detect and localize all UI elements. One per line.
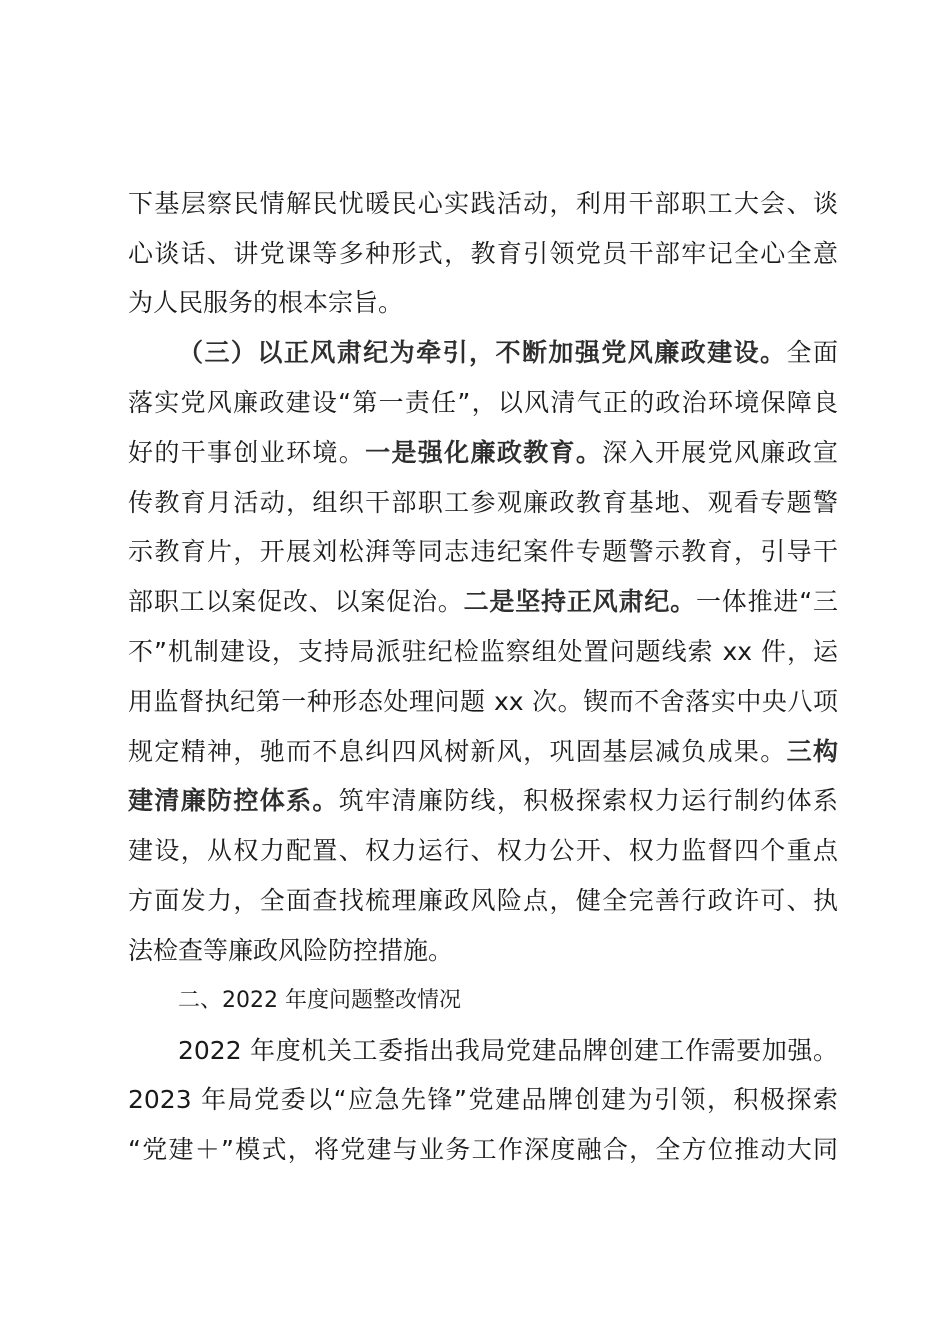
paragraph-line: 2022 年度机关工委指出我局党建品牌创建工作需要加强。: [178, 1036, 838, 1065]
section-heading: 二、2022 年度问题整改情况: [178, 988, 461, 1013]
bold-subheading: 三构: [786, 737, 838, 766]
paragraph-line: 传教育月活动，组织干部职工参观廉政教育基地、观看专题警: [128, 488, 838, 517]
section-heading-line: （三）以正风肃纪为牵引，不断加强党风廉政建设。全面: [178, 338, 838, 367]
paragraph-line: 建设，从权力配置、权力运行、权力公开、权力监督四个重点: [128, 836, 838, 865]
paragraph-line: 示教育片，开展刘松湃等同志违纪案件专题警示教育，引导干: [128, 537, 838, 566]
paragraph-line: 心谈话、讲党课等多种形式，教育引领党员干部牢记全心全意: [128, 239, 838, 268]
bold-subheading: 二是坚持正风肃纪。: [463, 587, 696, 616]
paragraph-line: 2023 年局党委以“应急先锋”党建品牌创建为引领，积极探索: [128, 1085, 838, 1114]
paragraph-line: 下基层察民情解民忧暖民心实践活动，利用干部职工大会、谈: [128, 189, 838, 218]
paragraph-line: 法检查等廉政风险防控措施。: [128, 936, 454, 965]
paragraph-line: “党建＋”模式，将党建与业务工作深度融合，全方位推动大同: [128, 1135, 838, 1164]
bold-subheading: 建清廉防控体系。: [128, 786, 339, 815]
bold-subheading: 一是强化廉政教育。: [365, 438, 603, 467]
paragraph-line: 为人民服务的根本宗旨。: [128, 288, 404, 317]
paragraph-line: 规定精神，驰而不息纠四风树新风，巩固基层减负成果。三构: [128, 737, 838, 766]
paragraph-line: 落实党风廉政建设“第一责任”，以风清气正的政治环境保障良: [128, 388, 838, 417]
paragraph-line: 部职工以案促改、以案促治。二是坚持正风肃纪。一体推进“三: [128, 587, 838, 616]
paragraph-line: 用监督执纪第一种形态处理问题 xx 次。锲而不舍落实中央八项: [128, 687, 838, 716]
paragraph-line: 不”机制建设，支持局派驻纪检监察组处置问题线索 xx 件，运: [128, 637, 838, 666]
paragraph-line: 好的干事创业环境。一是强化廉政教育。深入开展党风廉政宣: [128, 438, 838, 467]
paragraph-line: 建清廉防控体系。筑牢清廉防线，积极探索权力运行制约体系: [128, 786, 838, 815]
paragraph-line: 方面发力，全面查找梳理廉政风险点，健全完善行政许可、执: [128, 886, 838, 915]
bold-heading: （三）以正风肃纪为牵引，不断加强党风廉政建设。: [178, 338, 787, 367]
